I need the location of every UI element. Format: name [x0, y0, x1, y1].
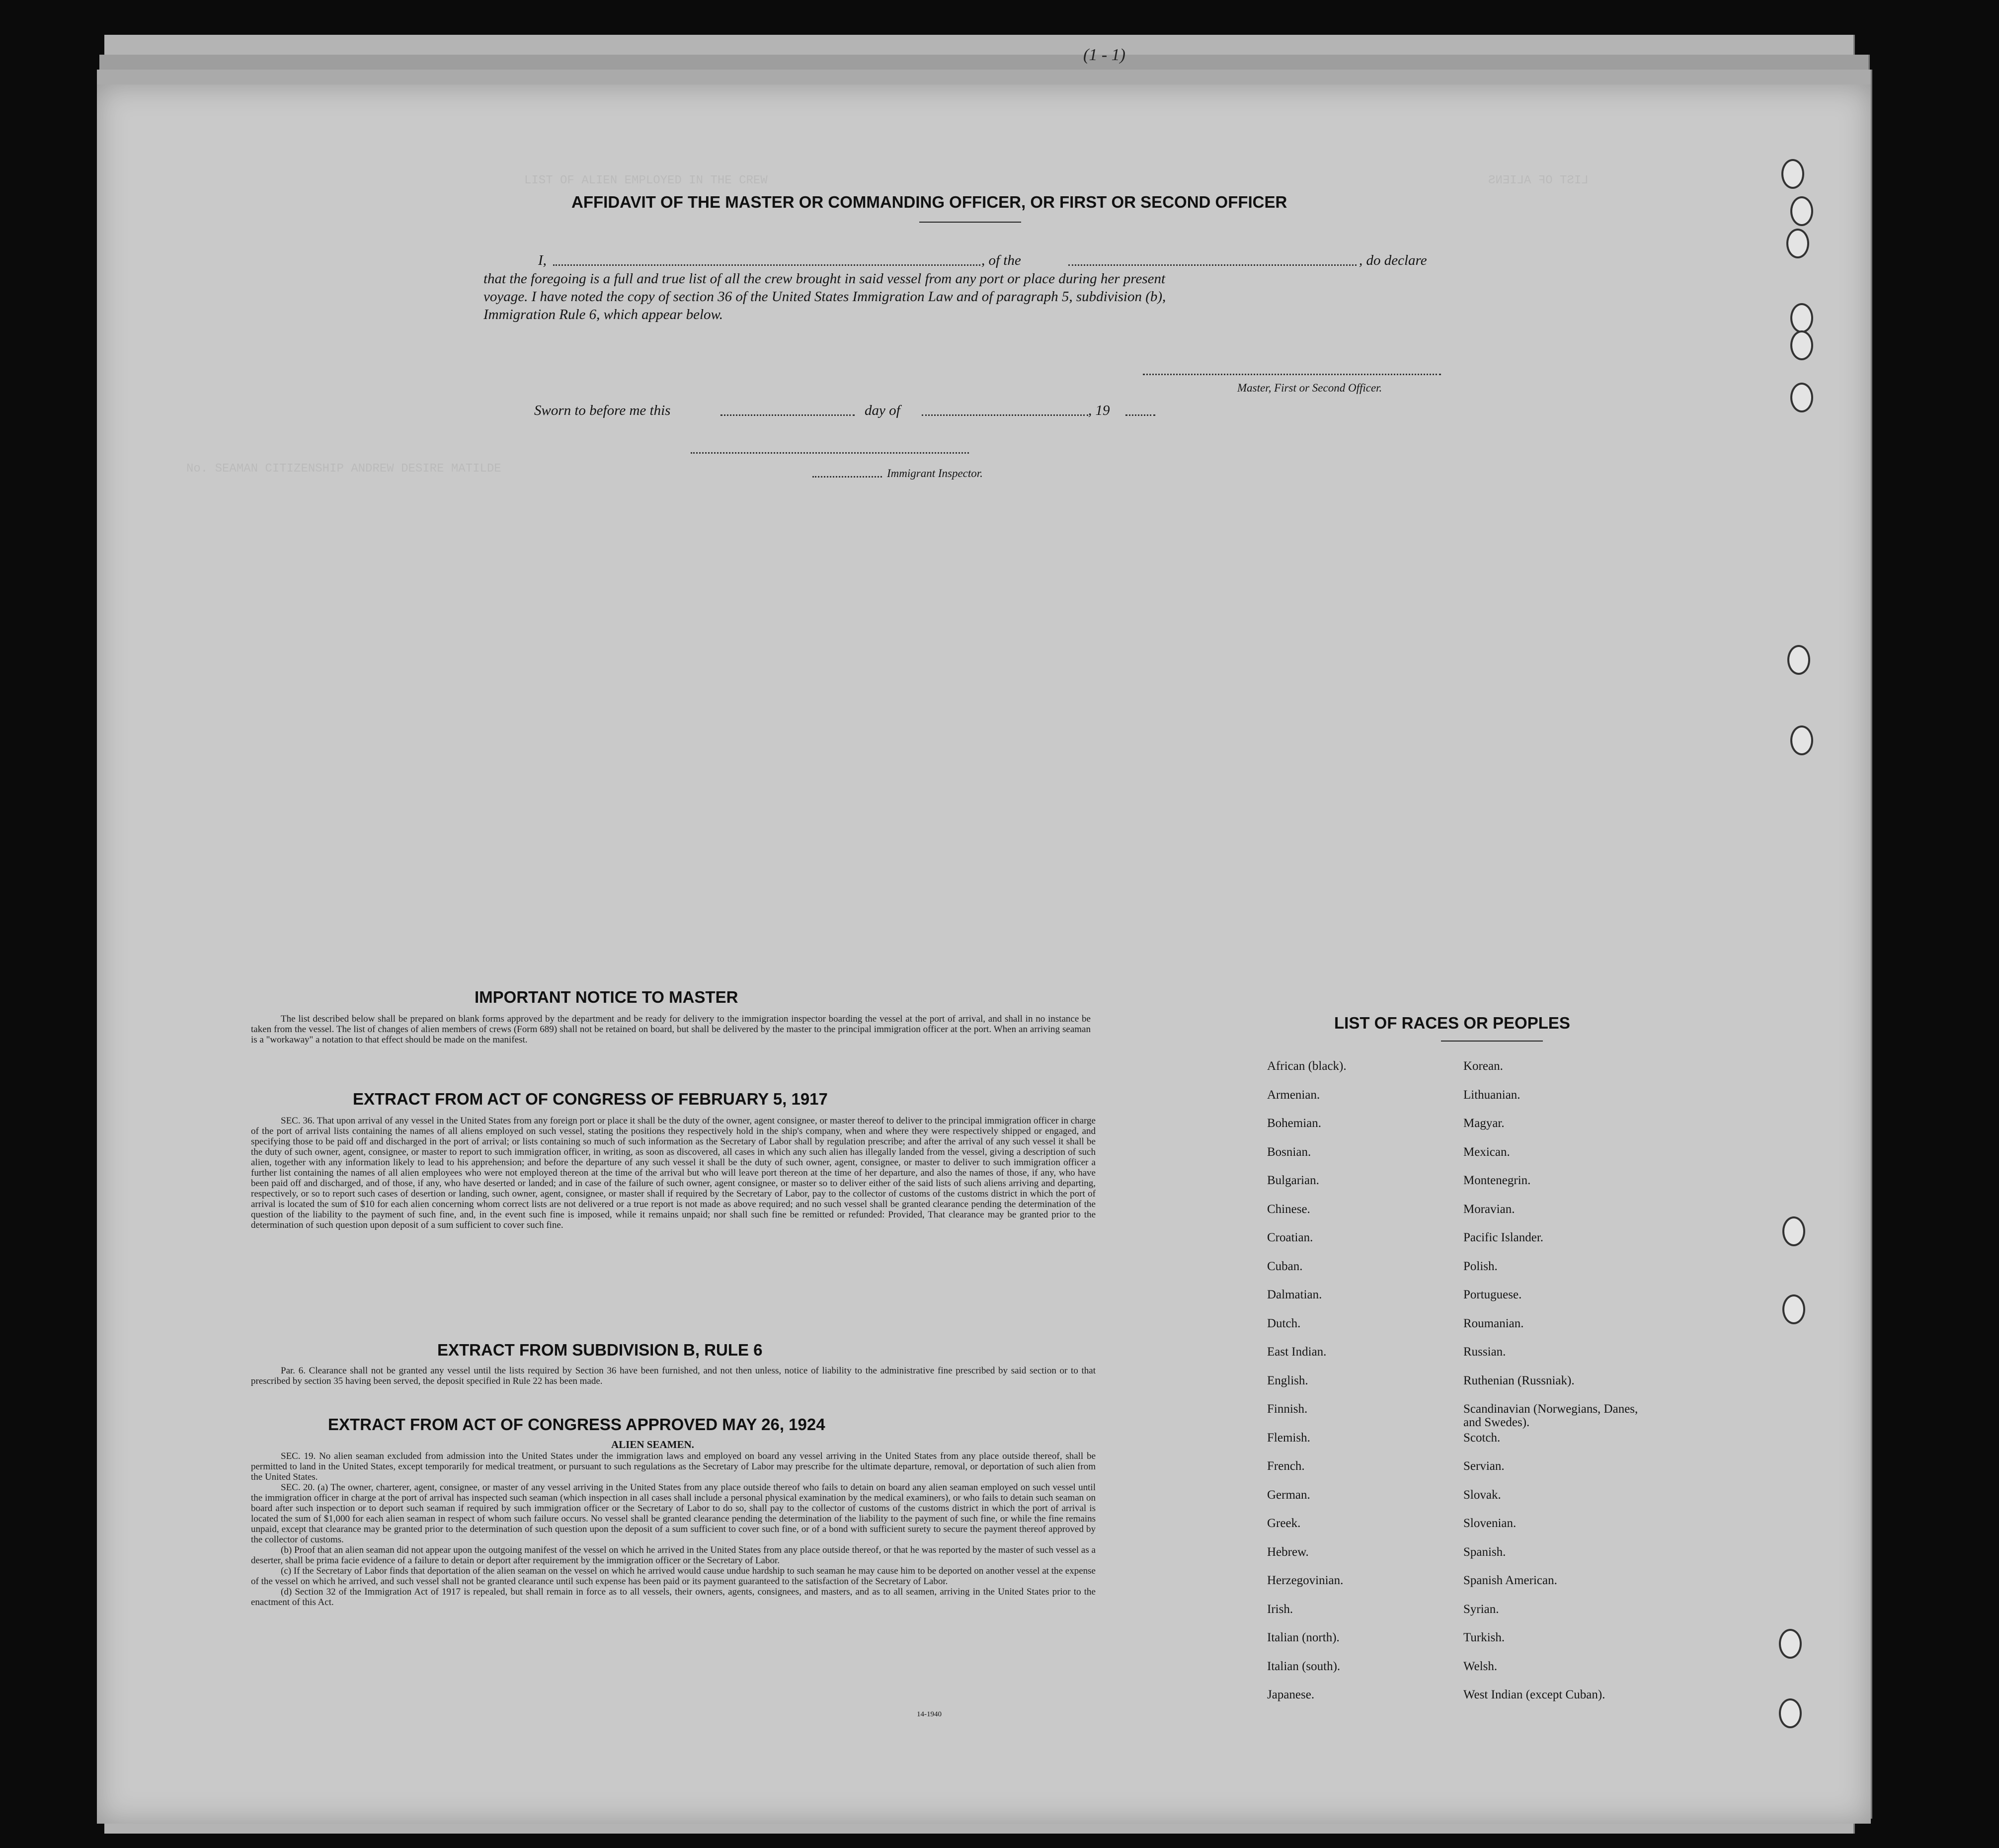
affidavit-of-the: , of the: [981, 252, 1021, 268]
race-item: Korean.: [1463, 1059, 1503, 1073]
race-item: Italian (south).: [1267, 1659, 1341, 1673]
extract-1917-text: SEC. 36. That upon arrival of any vessel in the United States from any foreign port or place it shall be the duty of the owner, agent consignee, or master thereof to deliver to the principal immigration officer in charge of the port of arrival lists containing the names of all aliens employed on such vessel, stating the positions they respectively hold in the ship's company, when and where they were respectively shipped or engaged, and specifying those to be paid off and discharged in the port of arrival; or lists containing so much of such information as the Secretary of Labor shall by regulation prescribe; and after the arrival of any such vessel it shall be the duty of such owner, agent, consignee, or master to report to such immigration officer, in writing, as soon as discovered, all cases in which any such alien has illegally landed from the vessel, giving a description of such alien, together with any information likely to lead to his apprehension; and before the departure of any such vessel it shall be the duty of such owner, agent, consignee, or master to deliver to such immigration officer a further list containing the names of all alien employees who were not employed thereon at the time of the arrival but who will leave port thereon at the time of her departure, and also the names of those, if any, who have been paid off and discharged, and of those, if any, who have deserted or landed; and in case of the failure of such owner, agent consignee, or master so to deliver either of the said lists of such aliens arriving and departing, respectively, or so to report such cases of desertion or landing, such owner, agent, consignee, or master shall if required by the Secretary of Labor, pay to the collector of customs of the customs district in which the port of arrival is located the sum of $10 for each alien concerning whom correct lists are not delivered or a true report is not made as above required; and no such vessel shall be granted clearance pending the determination of the question of the liability to the payment of such fine, and, in the event such fine is imposed, while it remains unpaid; nor shall such fine be remitted or refunded: Provided, That clearance may be granted prior to the determination of such question upon deposit of a sum sufficient to cover such fine.: [251, 1116, 1096, 1230]
race-item: Flemish.: [1267, 1431, 1310, 1445]
race-item: Scotch.: [1463, 1431, 1501, 1445]
subdivision-b-text: Par. 6. Clearance shall not be granted any vessel until the lists required by Section 36 have been furnished, and not then unless, notice of liability to the administrative fine prescribed by said section or to that prescribed by section 35 having been served, the deposit specified in Rule 22 has been made.: [251, 1366, 1096, 1386]
extract-1924-text: [251, 1451, 1096, 1607]
race-item: Italian (north).: [1267, 1631, 1340, 1644]
race-item: Armenian.: [1267, 1088, 1320, 1102]
races-underline: [1441, 1041, 1543, 1042]
race-item: Mexican.: [1463, 1145, 1510, 1159]
sworn-year-blank[interactable]: [1125, 414, 1155, 416]
signature-line[interactable]: [1143, 374, 1441, 375]
race-item: Portuguese.: [1463, 1288, 1522, 1301]
sworn-day-of: day of: [865, 402, 900, 418]
binder-hole: [1790, 383, 1813, 412]
binder-hole: [1790, 303, 1813, 333]
alien-seamen-subtitle: ALIEN SEAMEN.: [611, 1439, 694, 1450]
race-item: Roumanian.: [1463, 1316, 1524, 1330]
subdivision-b-title: EXTRACT FROM SUBDIVISION B, RULE 6: [437, 1341, 763, 1359]
binder-hole: [1787, 645, 1810, 675]
race-item: Polish.: [1463, 1259, 1498, 1273]
binder-hole: [1781, 159, 1804, 189]
binder-hole: [1790, 196, 1813, 226]
race-item: Irish.: [1267, 1602, 1293, 1616]
sworn-day-blank[interactable]: [720, 414, 855, 416]
race-item: English.: [1267, 1373, 1308, 1387]
race-item: Spanish.: [1463, 1545, 1506, 1559]
race-item: Chinese.: [1267, 1202, 1310, 1216]
signature-label: Master, First or Second Officer.: [1237, 382, 1382, 394]
races-title: LIST OF RACES OR PEOPLES: [1334, 1014, 1570, 1032]
notice-text: The list described below shall be prepared on blank forms approved by the department and be ready for delivery to the immigration inspector boarding the vessel at the port of arrival, and shall in no instance be taken from the vessel. The list of changes of alien members of crews (Form 689) shall not be retained on board, but shall be delivered by the master to the principal immigration officer at the port. When an arriving seaman is a "workaway" a notation to that effect should be made on the manifest.: [251, 1014, 1091, 1045]
extract-1924-title: EXTRACT FROM ACT OF CONGRESS APPROVED MAY 26, 1924: [328, 1415, 825, 1434]
race-item: Dutch.: [1267, 1316, 1301, 1330]
binder-hole: [1786, 229, 1809, 258]
name-blank[interactable]: [553, 264, 980, 266]
race-item: Montenegrin.: [1463, 1174, 1531, 1187]
sworn-prefix: Sworn to before me this: [534, 402, 671, 418]
race-item: Herzegovinian.: [1267, 1574, 1344, 1587]
race-item: Cuban.: [1267, 1259, 1303, 1273]
binder-hole: [1779, 1698, 1802, 1728]
race-item: French.: [1267, 1459, 1305, 1473]
race-item: Ruthenian (Russniak).: [1463, 1373, 1575, 1387]
race-item: Magyar.: [1463, 1117, 1505, 1130]
binder-hole: [1782, 1294, 1805, 1324]
sec20b-text: (b) Proof that an alien seaman did not appear upon the outgoing manifest of the vessel on which he arrived in the United States from any place outside thereof, or that he was reported by the master of such vessel as a deserter, shall be prima facie evidence of a failure to detain or deport after requirement by the immigration officer or the Secretary of Labor.: [251, 1545, 1096, 1566]
race-item: German.: [1267, 1488, 1310, 1502]
race-item: Hebrew.: [1267, 1545, 1309, 1559]
race-item: Bohemian.: [1267, 1117, 1322, 1130]
race-item: Slovenian.: [1463, 1517, 1517, 1530]
affidavit-line2: that the foregoing is a full and true list of all the crew brought in said vessel from any port or place during her present: [483, 271, 1166, 287]
race-item: Russian.: [1463, 1345, 1506, 1359]
sworn-month-blank[interactable]: [922, 414, 1088, 416]
affidavit-line4: Immigration Rule 6, which appear below.: [483, 307, 723, 322]
race-item: Japanese.: [1267, 1688, 1315, 1701]
race-item: Welsh.: [1463, 1659, 1498, 1673]
affidavit-line3: voyage. I have noted the copy of section 36 of the United States Immigration Law and of paragraph 5, subdivision (b),: [483, 289, 1166, 305]
binder-hole: [1782, 1216, 1805, 1246]
document-page: LIST OF ALIEN EMPLOYED IN THE CREW LIST OF ALIENS No. SEAMAN CITIZENSHIP ANDREW DESIRE MATILDE AFFIDAVIT OF THE MASTER OR COMMANDING OFFICER, OR FIRST OR SECOND OFFICER I, , of the , do declare that the foregoing is a full and true list of all the crew brought in said vessel from any port or place during her present voyage. I have noted the copy of section 36 of the United States Immigration Law and of paragraph 5, subdivision (b), Immigration Rule 6, which appear below. Master, First or Second Officer. Sworn to before me this day of , 19 Immigrant Inspector. IMPORTANT NOTICE TO MASTER The list described below shall be prepared on blank forms approved by the department and be ready for delivery to the immigration inspector boarding the vessel at the port of arrival, and shall in no instance be taken from the vessel. The list of changes of alien members of crews (Form 689) shall not be retained on board, but shall be delivered by the master to the principal immigration officer at the port. When an arriving seaman is a "workaway" a notation to that effect should be made on the manifest. EXTRACT FROM ACT OF CONGRESS OF FEBRUARY 5, 1917 SEC. 36. That upon arrival of any vessel in the United States from any foreign port or place it shall be the duty of the owner, agent consignee, or master thereof to deliver to the principal immigration officer in charge of the port of arrival lists containing the names of all aliens employed on such vessel, stating the positions they respectively hold in the ship's company, when and where they were respectively shipped or engaged, and specifying those to be paid off and discharged in the port of arrival; or lists containing so much of such information as the Secretary of Labor shall by regulation prescribe; and after the arrival of any such vessel it shall be the duty of such owner, agent, consignee, or master to report to such immigration officer, in writing, as soon as discovered, all cases in which any such alien has illegally landed from the vessel, giving a description of such alien, together with any information likely to lead to his apprehension; and before the departure of any such vessel it shall be the duty of such owner, agent, consignee, or master to deliver to such immigration officer a further list containing the names of all alien employees who were not employed thereon at the time of the arrival but who will leave port thereon at the time of her departure, and also the names of those, if any, who have been paid off and discharged, and of those, if any, who have deserted or landed; and in case of the failure of such owner, agent consignee, or master so to deliver either of the said lists of such aliens arriving and departing, respectively, or so to report such cases of desertion or landing, such owner, agent, consignee, or master shall if required by the Secretary of Labor, pay to the collector of customs of the customs district in which the port of arrival is located the sum of $10 for each alien concerning whom correct lists are not delivered or a true report is not made as above required; and no such vessel shall be granted clearance pending the determination of the question of the liability to the payment of such fine, and, in the event such fine is imposed, while it remains unpaid; nor shall such fine be remitted or refunded: Provided, That clearance may be granted prior to the determination of such question upon deposit of a sum sufficient to cover such fine. EXTRACT FROM SUBDIVISION B, RULE 6 Par. 6. Clearance shall not be granted any vessel until the lists required by Section 36 have been furnished, and not then unless, notice of liability to the administrative fine prescribed by said section or to that prescribed by section 35 having been served, the deposit specified in Rule 22 has been made. EXTRACT FROM ACT OF CONGRESS APPROVED MAY 26, 1924 ALIEN SEAMEN. SEC. 19. No alien seaman excluded from admission into the United States under the immigration laws and employed on board any vessel arriving in the United States from any place outside thereof, shall be permitted to land in the United States, except temporarily for medical treatment, or pursuant to such regulations as the Secretary of Labor may prescribe for the ultimate departure, removal, or deportation of such alien from the United States. SEC. 20. (a) The owner, charterer, agent, consignee, or master of any vessel arriving in the United States from any place outside thereof who fails to detain on board any alien seaman employed on such vessel until the immigration officer in charge at the port of arrival has inspected such seaman (which inspection in all cases shall include a personal physical examination by the medical examiners), or who fails to detain such seaman on board after such inspection or to deport such seaman if required by such immigration officer or the Secretary of Labor to do so, shall pay to the collector of customs of the customs district in which the port of arrival is located the sum of $1,000 for each alien seaman in respect of whom such failure occurs. No vessel shall be granted clearance pending the determination of the liability to the payment of such fine, or while the fine remains unpaid, except that clearance may be granted prior to the determination of such question upon the deposit of a sum sufficient to cover such fine, or of a bond with sufficient surety to secure the payment thereof approved by the collector of customs. (b) Proof that an alien seaman did not appear upon the outgoing manifest of the vessel on which he arrived in the United States from any place outside thereof, or that he was reported by the master of such vessel as a deserter, shall be prima facie evidence of a failure to detain or deport after requirement by the immigration officer or the Secretary of Labor. (c) If the Secretary of Labor finds that deportation of the alien seaman on the vessel on which he arrived would cause undue hardship to such seaman he may cause him to be deported on another vessel at the expense of the vessel on which he arrived, and such vessel shall not be granted clearance until such expense has been paid or its payment guaranteed to the satisfaction of the Secretary of Labor. (d) Section 32 of the Immigration Act of 1917 is repealed, but shall remain in force as to all vessels, their owners, agents, consignees, and masters, and as to all seamen, arriving in the United States prior to the enactment of this Act. 14-1940 LIST OF RACES OR PEOPLES African (black). Armenian. Bohemian. Bosnian. Bulgarian. Chinese. Croatian. Cuban. Dalmatian. Dutch. East Indian. English. Finnish. Flemish. French. German. Greek. Hebrew. Herzegovinian. Irish. Italian (north). Italian (south). Japanese. Korean. Lithuanian. Magyar. Mexican. Montenegrin. Moravian. Pacific Islander. Polish. Portuguese. Roumanian. Russian. Ruthenian (Russniak). Scandinavian (Norwegians, Danes, and Swedes). Scotch. Servian. Slovak. Slovenian. Spanish. Spanish American. Syrian. Turkish. Welsh. West Indian (except Cuban).: [97, 84, 1871, 1824]
inspector-label: Immigrant Inspector.: [887, 467, 983, 480]
race-item: Bosnian.: [1267, 1145, 1311, 1159]
race-item: Spanish American.: [1463, 1574, 1557, 1587]
race-item: Servian.: [1463, 1459, 1505, 1473]
affidavit-title: AFFIDAVIT OF THE MASTER OR COMMANDING OFFICER, OR FIRST OR SECOND OFFICER: [571, 193, 1287, 211]
race-item: East Indian.: [1267, 1345, 1327, 1359]
inspector-signature-line[interactable]: [691, 452, 969, 454]
binder-hole: [1790, 330, 1813, 360]
race-item: Croatian.: [1267, 1231, 1313, 1244]
sec20a-text: SEC. 20. (a) The owner, charterer, agent, consignee, or master of any vessel arriving in the United States from any place outside thereof who fails to detain on board any alien seaman employed on such vessel until the immigration officer in charge at the port of arrival has inspected such seaman (which inspection in all cases shall include a personal physical examination by the medical examiners), or who fails to detain such seaman on board after such inspection or to deport such seaman if required by such immigration officer or the Secretary of Labor to do so, shall pay to the collector of customs of the customs district in which the port of arrival is located the sum of $1,000 for each alien seaman in respect of whom such failure occurs. No vessel shall be granted clearance pending the determination of the liability to the payment of such fine, or while the fine remains unpaid, except that clearance may be granted prior to the determination of such question upon the deposit of a sum sufficient to cover such fine, or of a bond with sufficient surety to secure the payment thereof approved by the collector of customs.: [251, 1482, 1096, 1545]
race-item: Slovak.: [1463, 1488, 1501, 1502]
binder-hole: [1779, 1629, 1802, 1659]
form-number: 14-1940: [917, 1710, 942, 1718]
race-item: Moravian.: [1463, 1202, 1515, 1216]
race-item: Turkish.: [1463, 1631, 1505, 1644]
race-item: Pacific Islander.: [1463, 1231, 1544, 1244]
race-item: Scandinavian (Norwegians, Danes, and Swedes).: [1463, 1402, 1638, 1429]
binder-hole: [1790, 725, 1813, 755]
margin-mark: (1 - 1): [1083, 46, 1125, 64]
race-item: Bulgarian.: [1267, 1174, 1319, 1187]
inspector-prefix-line[interactable]: [812, 476, 882, 478]
extract-1917-title: EXTRACT FROM ACT OF CONGRESS OF FEBRUARY 5, 1917: [353, 1090, 828, 1108]
race-item: Syrian.: [1463, 1602, 1499, 1616]
sec20d-text: (d) Section 32 of the Immigration Act of 1917 is repealed, but shall remain in force as to all vessels, their owners, agents, consignees, and masters, and as to all seamen, arriving in the United States prior to the enactment of this Act.: [251, 1587, 1096, 1607]
race-item: Finnish.: [1267, 1402, 1308, 1416]
sec19-text: SEC. 19. No alien seaman excluded from admission into the United States under the immigration laws and employed on board any vessel arriving in the United States from any place outside thereof, shall be permitted to land in the United States, except temporarily for medical treatment, or pursuant to such regulations as the Secretary of Labor may prescribe for the ultimate departure, removal, or deportation of such alien from the United States.: [251, 1451, 1096, 1482]
affidavit-i: I,: [538, 252, 547, 268]
title-underline: [919, 222, 1021, 223]
sworn-year: , 19: [1088, 402, 1110, 418]
race-item: African (black).: [1267, 1059, 1347, 1073]
race-item: Greek.: [1267, 1517, 1301, 1530]
race-item: Lithuanian.: [1463, 1088, 1520, 1102]
race-item: Dalmatian.: [1267, 1288, 1322, 1301]
vessel-blank[interactable]: [1068, 264, 1357, 266]
affidavit-do-declare: , do declare: [1359, 252, 1427, 268]
race-item: West Indian (except Cuban).: [1463, 1688, 1605, 1701]
notice-title: IMPORTANT NOTICE TO MASTER: [475, 988, 738, 1006]
sec20c-text: (c) If the Secretary of Labor finds that deportation of the alien seaman on the vessel on which he arrived would cause undue hardship to such seaman he may cause him to be deported on another vessel at the expense of the vessel on which he arrived, and such vessel shall not be granted clearance until such expense has been paid or its payment guaranteed to the satisfaction of the Secretary of Labor.: [251, 1566, 1096, 1587]
